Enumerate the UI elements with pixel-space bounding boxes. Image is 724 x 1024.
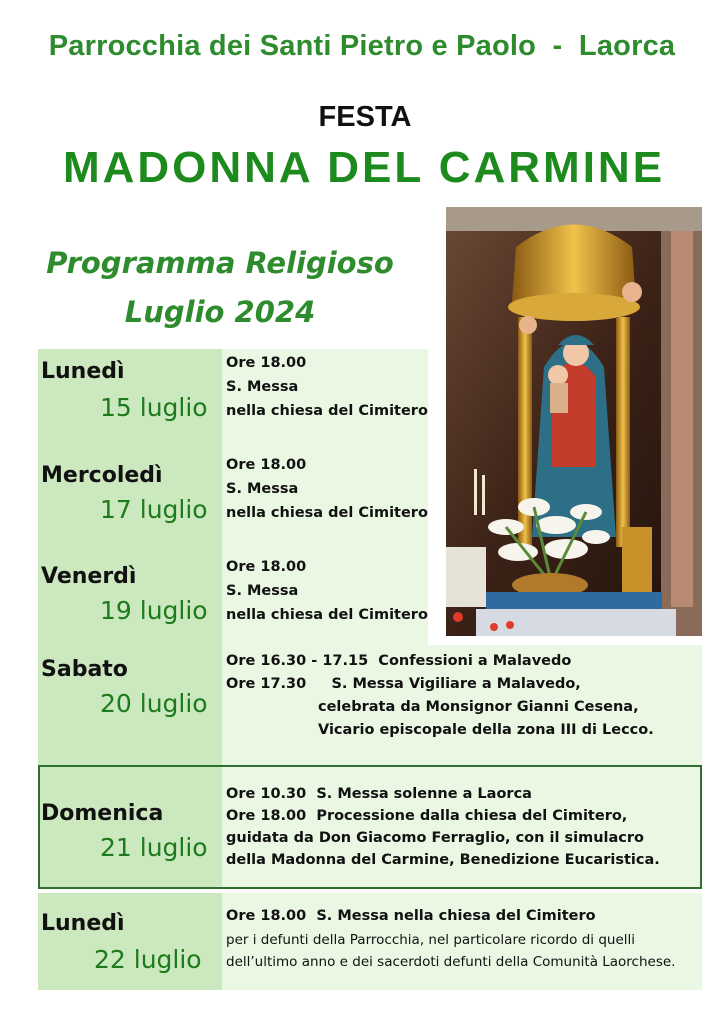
schedule-row: [38, 552, 428, 645]
schedule-line: nella chiesa del Cimitero: [226, 607, 428, 623]
schedule-line: nella chiesa del Cimitero: [226, 505, 428, 521]
schedule-line: Ore 18.00: [226, 457, 307, 473]
day-date: 17 luglio: [100, 495, 208, 524]
day-cell: [38, 893, 222, 990]
day-date: 22 luglio: [94, 945, 202, 974]
text-cell: [222, 893, 702, 990]
day-date: 21 luglio: [100, 833, 208, 862]
schedule-line: S. Messa: [226, 481, 299, 497]
schedule-row: [38, 765, 702, 889]
day-cell: [38, 765, 222, 889]
schedule-line: nella chiesa del Cimitero: [226, 403, 428, 419]
schedule-line: Ore 10.30 S. Messa solenne a Laorca: [226, 786, 532, 802]
text-cell: [222, 349, 428, 451]
schedule-line: per i defunti della Parrocchia, nel particolare ricordo di quelli: [226, 932, 636, 948]
feast-title: MADONNA DEL CARMINE: [62, 143, 666, 192]
schedule-row: [38, 893, 702, 990]
day-date: 20 luglio: [100, 689, 208, 718]
schedule-line: dell’ultimo anno e dei sacerdoti defunti della Comunità Laorchese.: [226, 954, 676, 970]
festa-heading: FESTA: [318, 101, 412, 133]
program-month: Luglio 2024: [124, 295, 316, 329]
text-cell: [222, 645, 702, 765]
day-date: 15 luglio: [100, 393, 208, 422]
schedule-line: Ore 18.00: [226, 559, 307, 575]
day-name: Lunedì: [41, 359, 125, 384]
day-date: 19 luglio: [100, 596, 208, 625]
day-cell: [38, 552, 222, 645]
day-cell: [38, 645, 222, 765]
program-title: Programma Religioso: [46, 246, 394, 280]
schedule-line: guidata da Don Giacomo Ferraglio, con il simulacro: [226, 830, 645, 846]
schedule-line: Vicario episcopale della zona III di Lecco.: [318, 722, 654, 738]
day-cell: [38, 451, 222, 552]
text-cell: [222, 765, 702, 889]
day-name: Lunedì: [41, 911, 125, 936]
parish-name: Parrocchia dei Santi Pietro e Paolo - Laorca: [48, 30, 676, 62]
day-name: Venerdì: [41, 564, 137, 589]
schedule-row: [38, 645, 702, 765]
schedule-line: celebrata da Monsignor Gianni Cesena,: [318, 699, 639, 715]
schedule-line: Ore 18.00: [226, 355, 307, 371]
schedule-line: Ore 16.30 - 17.15 Confessioni a Malavedo: [226, 653, 572, 669]
schedule-line: S. Messa: [226, 379, 299, 395]
schedule-line: della Madonna del Carmine, Benedizione Eucaristica.: [226, 852, 660, 868]
day-name: Domenica: [41, 801, 164, 826]
schedule-line: Ore 17.30 S. Messa Vigiliare a Malavedo,: [226, 676, 581, 692]
text-cell: [222, 451, 428, 552]
madonna-statue-photo: [446, 207, 702, 636]
day-name: Sabato: [41, 657, 128, 682]
schedule-line: Ore 18.00 S. Messa nella chiesa del Cimitero: [226, 908, 596, 924]
schedule-row: [38, 451, 428, 552]
schedule-row: [38, 349, 428, 451]
schedule-line: Ore 18.00 Processione dalla chiesa del Cimitero,: [226, 808, 628, 824]
day-cell: [38, 349, 222, 451]
schedule-line: S. Messa: [226, 583, 299, 599]
text-cell: [222, 552, 428, 645]
day-name: Mercoledì: [41, 463, 163, 488]
